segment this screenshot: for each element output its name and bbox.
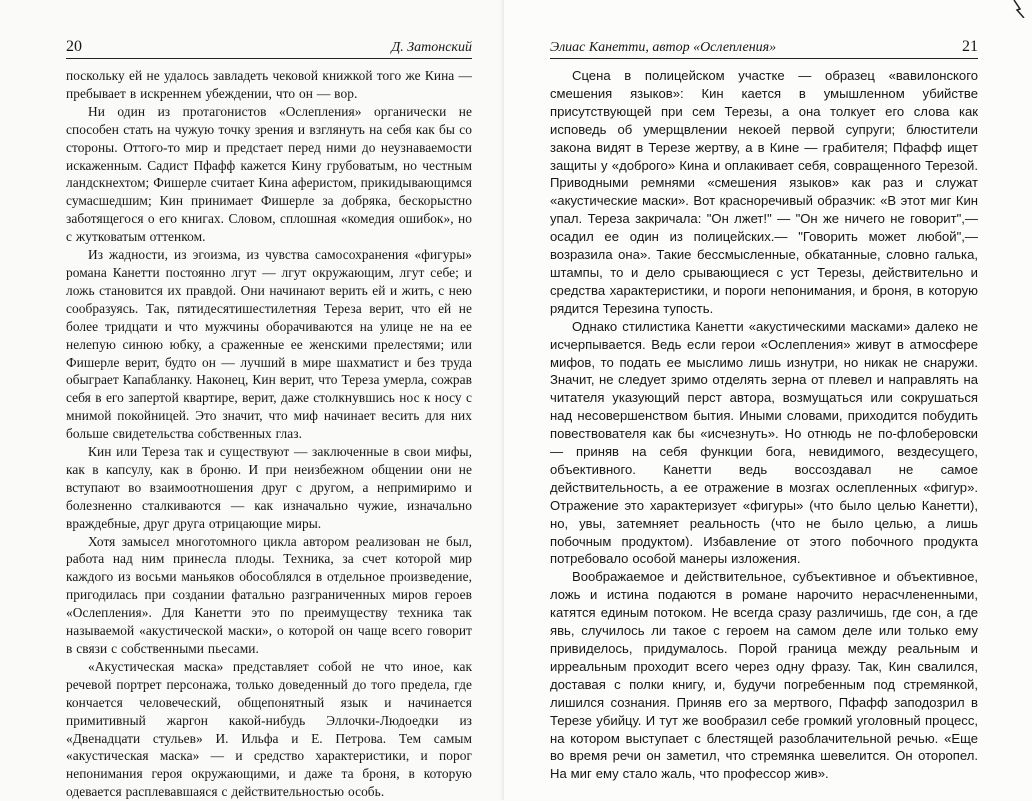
paragraph: поскольку ей не удалось завладеть чековой книжкой того же Кина — пребывает в искреннем убеждении, что он — вор. — [66, 68, 472, 101]
left-running-head: Д. Затонский — [391, 40, 472, 55]
paragraph: «Акустическая маска» представляет собой не что иное, как речевой портрет персонажа, только доведенный до того предела, где кончается человеческий, общепонятный язык и начинается примитивный жаргон какой-нибудь Эллочки-Людоедки из «Двенадцати стульев» И. Ильфа и Е. Петрова. Тем самым «акустическая маска» — и средство характеристики, и порог непонимания героя окружающими, и даже та броня, в которую одевается расплевавшаяся с действительностью особь. — [66, 658, 472, 800]
paragraph: Ни один из протагонистов «Ослепления» органически не способен стать на чужую точку зрения и взглянуть на себя как бы со стороны. Оттого-то мир и предстает перед ними до неузнаваемости искаженным. Садист Пфафф кажется Кину грубоватым, но честным ландскнехтом; Фишерле считает Кина аферистом, прикидывающимся сумасшедшим; Кин принимает Фишерле за добряка, бескорыстно заботящегося о его книгах. Словом, сплошная «комедия ошибок», но с жутковатым оттенком. — [66, 103, 472, 245]
right-page-number: 21 — [962, 38, 978, 55]
right-page-body — [550, 67, 978, 783]
right-page — [504, 0, 1032, 800]
left-page-body — [66, 67, 472, 801]
left-page — [0, 0, 504, 800]
right-page-header — [550, 36, 978, 59]
right-running-head: Элиас Канетти, автор «Ослепления» — [550, 40, 777, 55]
paragraph: Из жадности, из эгоизма, из чувства самосохранения «фигуры» романа Канетти постоянно лгут — лгут окружающим, лгут себе; и ложь становится их правдой. Они начинают верить ей и жить, с нею сообразуясь. Так, пятидесятишестилетняя Тереза верит, что ей не более тридцати и что мужчины оборачиваются на улице не на ее нелепую синюю юбку, а сраженные ее женскими прелестями; или Фишерле верит, будто он — лучший в мире шахматист и без труда обыграет Капабланку. Наконец, Кин верит, что Тереза умерла, сожрав себя в его запертой квартире, верит, даже столкнувшись нос к носу с мнимой покойницей. Это значит, что миф начинает весить для них больше свидетельства собственных глаз. — [66, 247, 472, 442]
paragraph: Однако стилистика Канетти «акустическими масками» далеко не исчерпывается. Ведь если герои «Ослепления» живут в атмосфере мифов, то подать ее мыслимо лишь изнутри, но никак не снаружи. Значит, не следует зримо отделять зерна от плевел и направлять на читателя указующий перст автора, возмущаться или сокрушаться над несовершенством бытия. Иными словами, приходится побудить повествователя как бы «исчезнуть». Но отнюдь не по-флоберовски — приняв на себя функции бога, невидимого, вездесущего, объективного. Канетти ведь воссоздавал не самое действительность, а ее отражение в мозгах ослепленных «фигур». Отражение это характеризует «фигуры» (что было целью Канетти), но, увы, затемняет реальность (что не было целью, а лишь побочным продуктом). Избавление от этого побочного продукта потребовало особой манеры изложения. — [550, 318, 978, 567]
scan-mark-icon — [1012, 0, 1026, 18]
left-page-header — [66, 36, 472, 59]
paragraph: Хотя замысел многотомного цикла автором реализован не был, работа над ним принесла плоды. Техника, за счет которой мир каждого из восьми маньяков обособлялся в отдельное произведение, пригодилась при создании фатально разграниченных миров героев «Ослепления». Для Канетти это по преимуществу техника так называемой «акустической маски», о которой он чаще всего говорит в связи с собственными пьесами. — [66, 533, 472, 656]
left-page-number: 20 — [66, 38, 82, 55]
paragraph: Воображаемое и действительное, субъективное и объективное, ложь и истина подаются в романе нарочито нерасчлененными, катятся единым потоком. Не всегда сразу различишь, где сон, а где явь, случилось ли такое с героем на самом деле или только ему привиделось, придумалось. Порой граница между реальным и ирреальным проходит всего через одну фразу. Так, Кин свалился, доставая с полки книгу, и, будучи погребенным под стремянкой, лишился сознания. Приняв его за мертвого, Пфафф заподозрил в Терезе убийцу. И тут же вообразил себе громкий уголовный процесс, на котором выступает с блестящей разоблачительной речью. «Еще во время речи он заметил, что стремянка шевелится. Он оторопел. На миг ему стало жаль, что профессор жив». — [550, 569, 978, 782]
paragraph: Кин или Тереза так и существуют — заключенные в свои мифы, как в капсулу, как в броню. И при неизбежном общении они не вступают во взаимоотношения друг с другом, а непримиримо и болезненно сталкиваются — как изначально чужие, изначально враждебные, друг друга отрицающие миры. — [66, 444, 472, 531]
paragraph: Сцена в полицейском участке — образец «вавилонского смешения языков»: Кин кается в умышленном убийстве присутствующей при сем Терезы, а она толкует его слова как исповедь об умерщвлении некоей первой супруги; блюстители закона видят в Терезе жертву, а в Кине — грабителя; Пфафф ищет защиты у «доброго» Кина и оплакивает себя, совращенного Терезой. Приводными ремнями «смешения языков» как раз и служат «акустические маски». Вот красноречивый образчик: «В этот миг Кин упал. Тереза закричала: "Он лжет!" — "Он же ничего не говорит",— осадил ее один из полицейских.— "Говорить может любой",— возразила она». Такие бессмысленные, обкатанные, словно галька, штампы, то и дело срывающиеся с уст Терезы, действительно и средства характеристики, и пороги непонимания, и броня, в которую рядится Терезина тупость. — [550, 68, 978, 316]
